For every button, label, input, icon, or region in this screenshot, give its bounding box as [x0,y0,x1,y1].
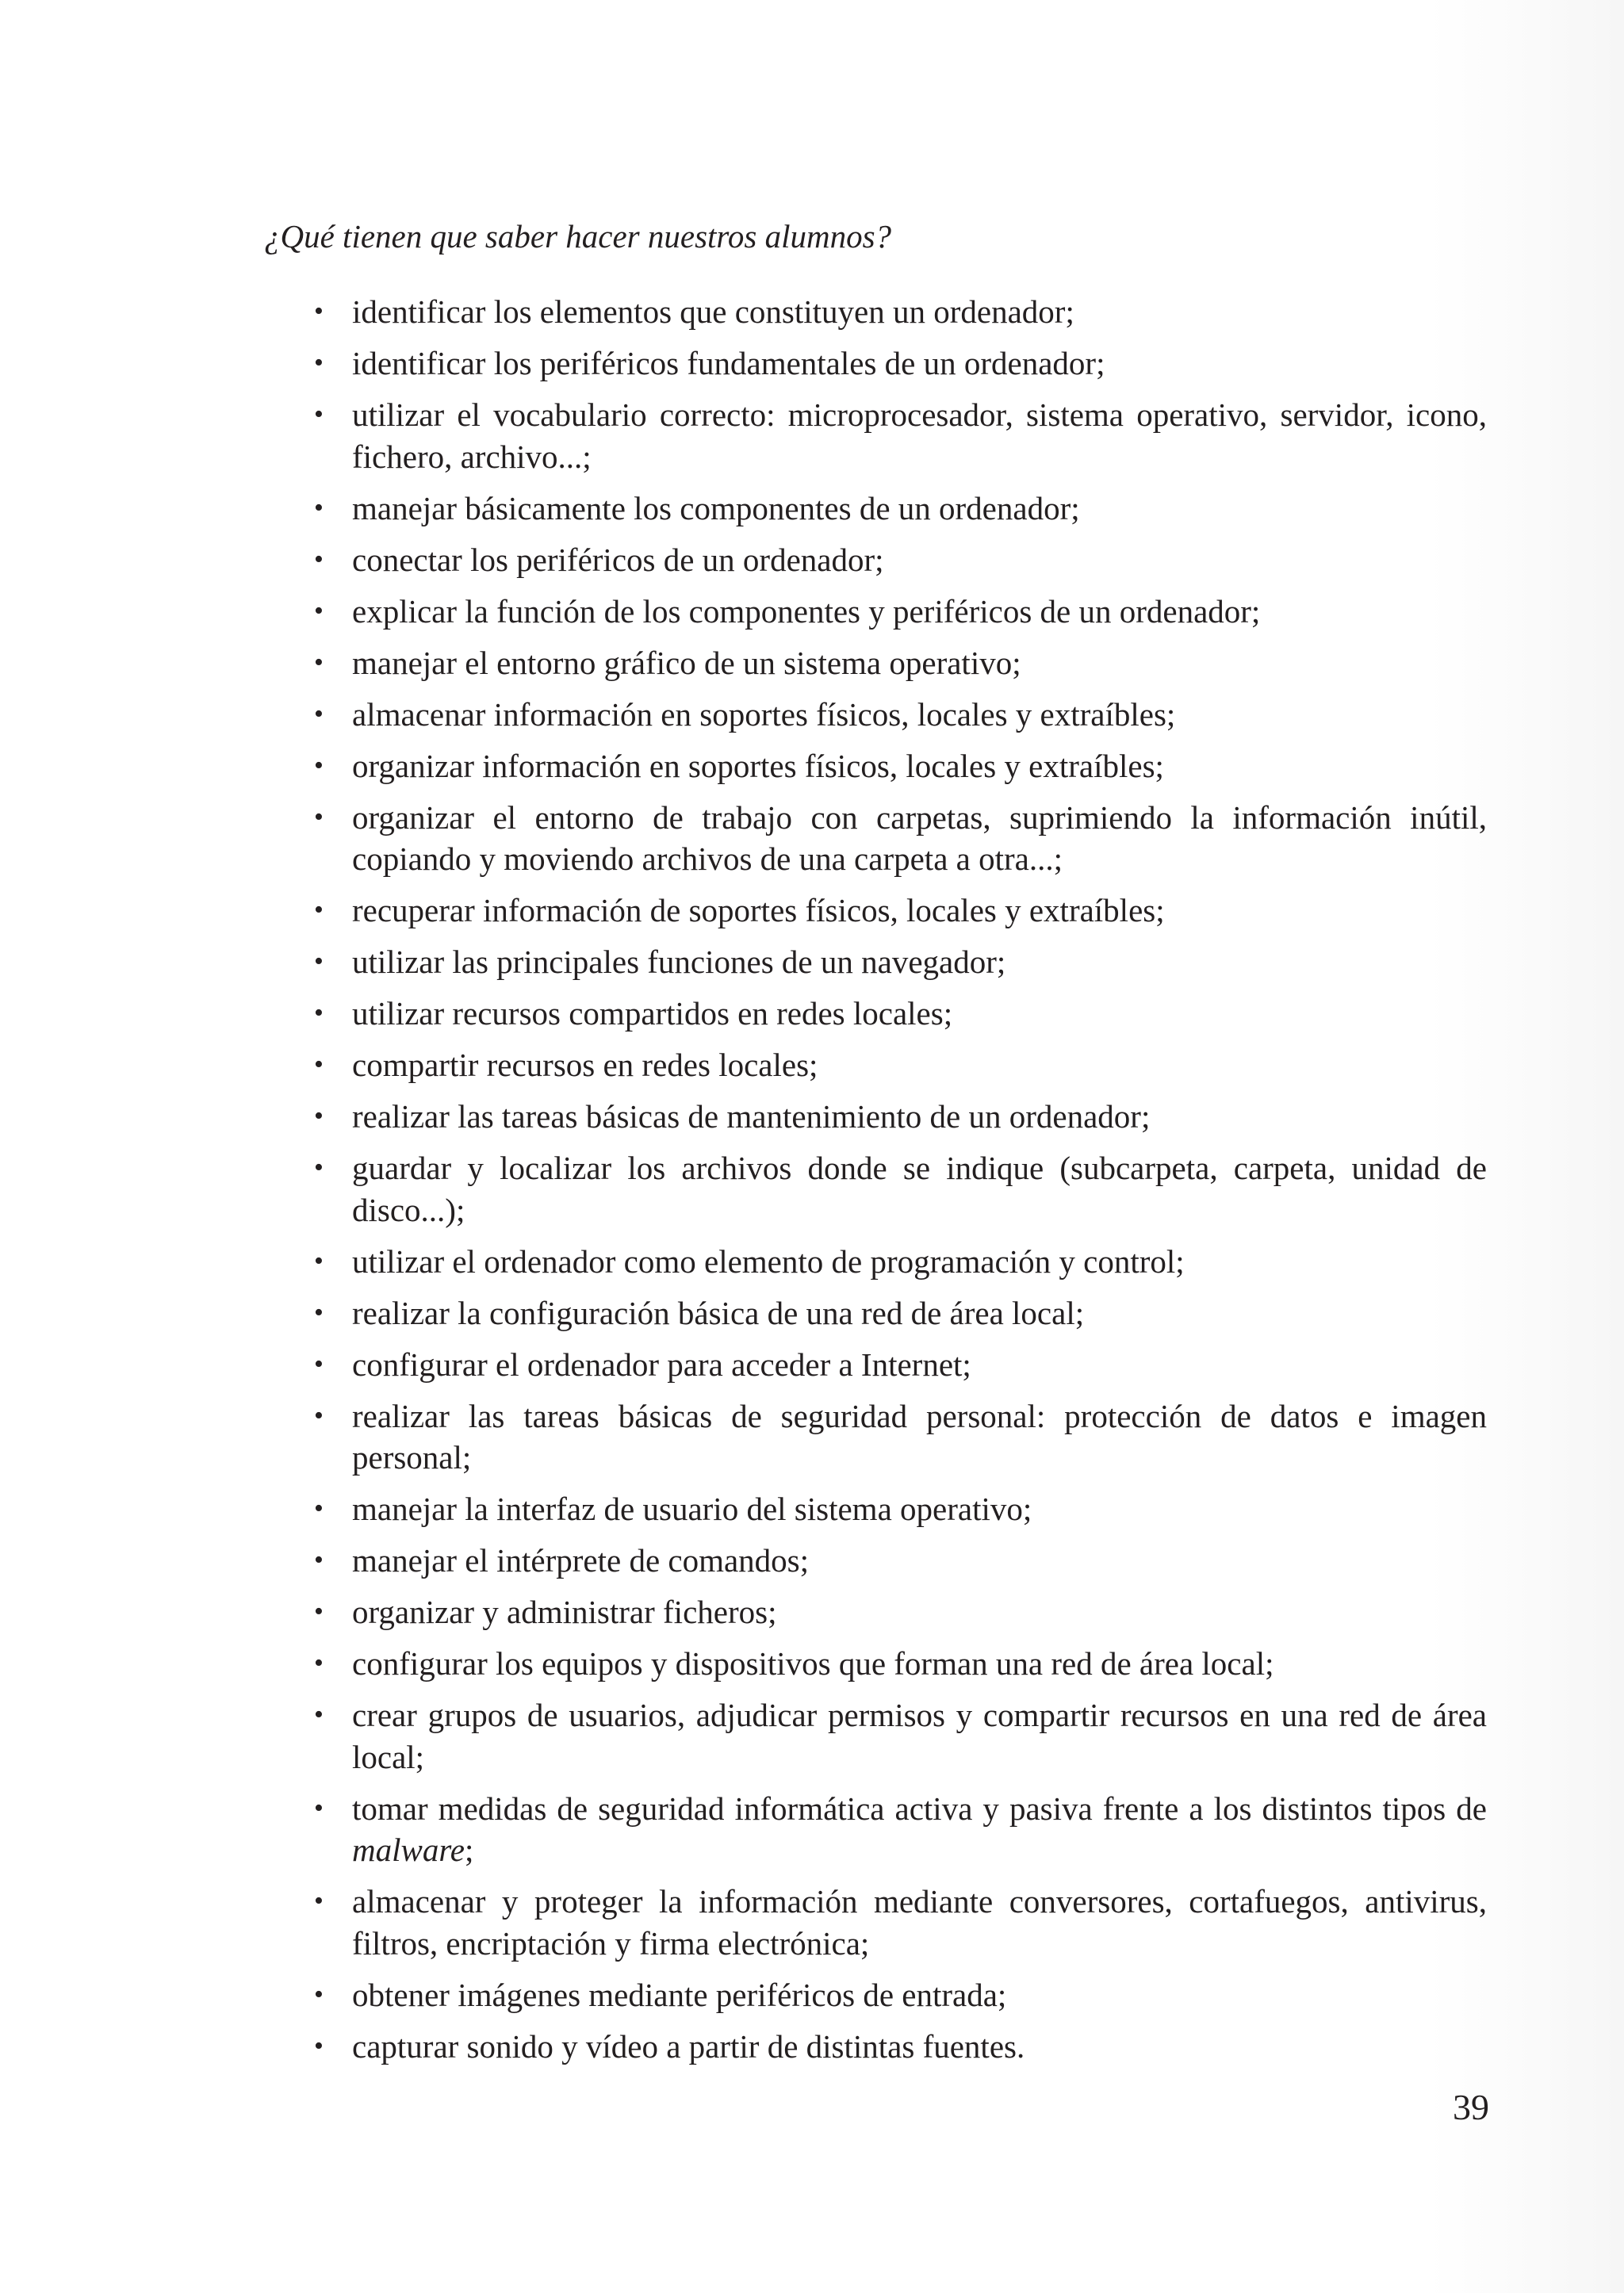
list-item-text: realizar las tareas básicas de seguridad personal: protección de datos e imagen personal; [352,1397,1487,1476]
bullet-icon: • [314,1153,324,1182]
list-item-text: crear grupos de usuarios, adjudicar permisos y compartir recursos en una red de área local; [352,1697,1487,1775]
list-item-text: explicar la función de los componentes y periféricos de un ordenador; [352,592,1261,630]
list-item [314,1241,1487,1283]
bullet-icon: • [314,2031,324,2061]
list-item-text: manejar el intérprete de comandos; [352,1542,810,1579]
list-item-text: organizar y administrar ficheros; [352,1594,777,1630]
list-item-text: recuperar información de soportes físicos, locales y extraíbles; [352,892,1165,928]
bullet-icon: • [314,647,324,677]
list-item [314,1974,1487,2016]
bullet-icon: • [314,998,324,1028]
bullet-icon: • [314,1700,324,1729]
bullet-icon: • [314,544,324,574]
list-item-text: conectar los periféricos de un ordenador; [352,541,884,578]
list-item-text: organizar información en soportes físicos, locales y extraíbles; [352,747,1164,784]
list-item [314,1788,1487,1871]
bullet-icon: • [314,1597,324,1626]
bullet-icon: • [314,348,324,377]
list-item [314,890,1487,932]
list-item [314,394,1487,477]
list-item-text: utilizar el vocabulario correcto: microprocesador, sistema operativo, servidor, icono, fichero, archivo...; [352,396,1487,475]
bullet-icon: • [314,802,324,832]
bullet-icon: • [314,1050,324,1079]
list-item [314,1540,1487,1582]
list-item-text: organizar el entorno de trabajo con carpetas, suprimiendo la información inútil, copiando y moviendo archivos de una carpeta a otra...; [352,798,1487,877]
list-item-text: identificar los elementos que constituyen un ordenador; [352,293,1074,330]
list-item-text: manejar la interfaz de usuario del sistema operativo; [352,1491,1032,1527]
list-item [314,539,1487,581]
bullet-icon: • [314,699,324,729]
list-item [314,591,1487,633]
bullet-icon: • [314,492,324,523]
bullet-icon: • [314,895,324,924]
list-item-text: manejar el entorno gráfico de un sistema operativo; [352,644,1021,681]
list-item [314,1395,1487,1479]
list-item-text: obtener imágenes mediante periféricos de entrada; [352,1976,1007,2013]
skills-list [314,291,1487,2077]
list-item-text: utilizar las principales funciones de un navegador; [352,944,1006,980]
list-item [314,941,1487,983]
list-item-text: realizar la configuración básica de una red de área local; [352,1294,1085,1331]
bullet-icon: • [314,750,324,780]
list-item-text: realizar las tareas básicas de mantenimiento de un ordenador; [352,1098,1151,1135]
list-item [314,1147,1487,1231]
list-item [314,1096,1487,1138]
bullet-icon: • [314,1793,324,1823]
page-number: 39 [1453,2087,1489,2127]
list-item [314,1344,1487,1386]
bullet-icon: • [314,1349,324,1379]
bullet-icon: • [314,1400,324,1430]
list-item-text: tomar medidas de seguridad informática activa y pasiva frente a los distintos tipos de [352,1790,1487,1827]
bullet-icon: • [314,1494,324,1523]
list-item [314,1694,1487,1778]
bullet-icon: • [314,1246,324,1276]
list-item [314,488,1487,530]
list-item-text: identificar los periféricos fundamentales de un ordenador; [352,345,1105,381]
list-item-text: capturar sonido y vídeo a partir de distintas fuentes. [352,2027,1025,2065]
bullet-icon: • [314,947,324,976]
list-item [314,1488,1487,1530]
bullet-icon: • [314,1886,324,1916]
list-item [314,1292,1487,1334]
malware-term: malware [352,1832,465,1868]
list-item [314,2026,1487,2068]
list-item-punctuation: ; [464,1832,474,1868]
list-item [314,1881,1487,1964]
list-item-text: configurar los equipos y dispositivos que forman una red de área local; [352,1645,1274,1682]
section-heading: ¿Qué tienen que saber hacer nuestros alumnos? [264,218,892,255]
list-item [314,1643,1487,1685]
bullet-icon: • [314,400,324,429]
list-item [314,797,1487,880]
list-item-text: compartir recursos en redes locales; [352,1047,818,1083]
list-item-text: configurar el ordenador para acceder a Internet; [352,1346,971,1383]
list-item-text: manejar básicamente los componentes de un ordenador; [352,489,1080,526]
list-item [314,1044,1487,1086]
list-item-text: utilizar el ordenador como elemento de programación y control; [352,1242,1185,1280]
list-item [314,1591,1487,1633]
list-item [314,745,1487,787]
list-item-text: almacenar y proteger la información mediante conversores, cortafuegos, antivirus, filtros, encriptación y firma electrónica; [352,1883,1487,1962]
bullet-icon: • [314,297,324,326]
list-item-text: almacenar información en soportes físicos, locales y extraíbles; [352,695,1176,733]
list-item-text: utilizar recursos compartidos en redes locales; [352,995,953,1032]
list-item [314,291,1487,333]
bullet-icon: • [314,1979,324,2009]
list-item [314,694,1487,736]
bullet-icon: • [314,1297,324,1327]
list-item [314,343,1487,385]
bullet-icon: • [314,1101,324,1131]
list-item [314,642,1487,684]
bullet-icon: • [314,1545,324,1575]
bullet-icon: • [314,1648,324,1678]
list-item-text: guardar y localizar los archivos donde se indique (subcarpeta, carpeta, unidad de disco...); [352,1150,1487,1228]
bullet-icon: • [314,595,324,626]
list-item [314,993,1487,1035]
